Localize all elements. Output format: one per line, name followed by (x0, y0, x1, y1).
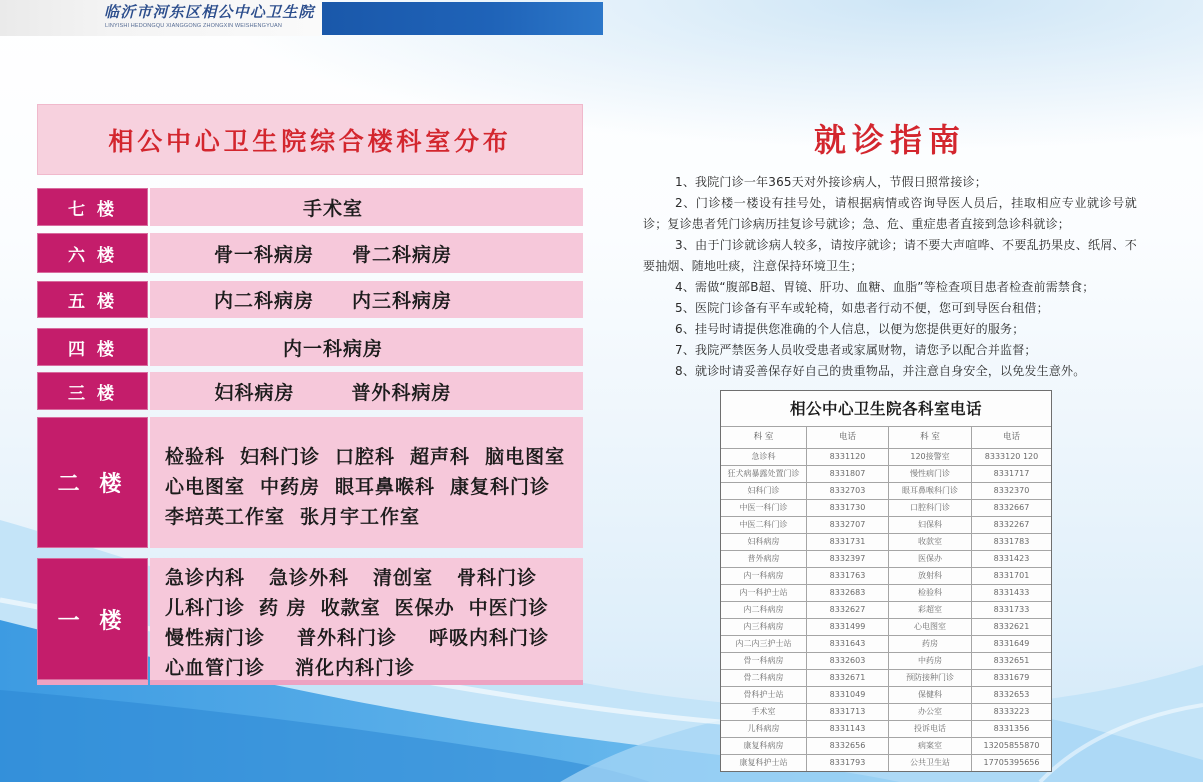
phone-row (721, 499, 1051, 516)
department-cell: 骨一科病房 (743, 656, 784, 665)
phone-number-cell: 8332651 (971, 653, 1051, 669)
phone-number-cell: 8331649 (971, 636, 1051, 652)
department-name: 骨科门诊 (457, 567, 538, 589)
phone-number-cell: 8331120 (806, 449, 888, 465)
department-name: 急诊内科 (165, 567, 246, 589)
phone-number-cell: 8332683 (806, 585, 888, 601)
floor-row (37, 281, 583, 318)
department-cell: 办公室 (888, 704, 971, 720)
phone-row (721, 482, 1051, 499)
department-cell: 狂犬病暴露处置门诊 (727, 469, 800, 478)
floor-departments-line (165, 593, 583, 623)
department-name: 医保办 (394, 597, 455, 619)
floor-departments (150, 328, 583, 366)
phone-number-cell: 8332627 (806, 602, 888, 618)
department-name: 脑电图室 (485, 446, 566, 468)
phone-number-cell: 8331807 (806, 466, 888, 482)
phone-table-header (721, 426, 1051, 448)
phone-number-cell: 8331763 (806, 568, 888, 584)
department-name: 内一科病房 (282, 337, 383, 360)
department-cell: 儿科病房 (747, 724, 780, 733)
phone-directory (720, 390, 1052, 772)
phone-number-cell: 8331731 (806, 534, 888, 550)
phone-number-cell: 8331783 (971, 534, 1051, 550)
department-name: 消化内科门诊 (295, 657, 416, 679)
phone-number-cell: 8331499 (806, 619, 888, 635)
floor-departments-line (214, 286, 452, 313)
phone-number-cell: 8333223 (971, 704, 1051, 720)
phone-row (721, 448, 1051, 465)
department-cell: 慢性病门诊 (888, 466, 971, 482)
department-cell: 口腔科门诊 (888, 500, 971, 516)
floor-departments (150, 281, 583, 318)
phone-number-cell: 8331679 (971, 670, 1051, 686)
hospital-name-pinyin: LINYISHI HEDONGQU XIANGGONG ZHONGXIN WEISHENGYUAN (105, 23, 282, 29)
department-cell: 彩超室 (888, 602, 971, 618)
phone-number-cell: 8332397 (806, 551, 888, 567)
column-header: 科 室 (888, 427, 971, 448)
department-name: 中医门诊 (468, 597, 549, 619)
floor-departments (150, 417, 583, 548)
header-blue-bar (322, 2, 603, 35)
department-name: 李培英工作室 (165, 506, 286, 528)
phone-number-cell: 8331643 (806, 636, 888, 652)
phone-number-cell: 8331733 (971, 602, 1051, 618)
department-name: 内三科病房 (352, 290, 453, 312)
phone-number-cell: 8331730 (806, 500, 888, 516)
floor-row (37, 372, 583, 410)
floor-directory (37, 104, 583, 685)
department-name: 张月宇工作室 (300, 506, 421, 528)
floor-departments-line (214, 378, 451, 405)
visit-guide-title: 就诊指南 (813, 121, 966, 159)
floor-departments-line (165, 472, 583, 502)
department-cell: 眼耳鼻喉科门诊 (888, 483, 971, 499)
phone-row (721, 584, 1051, 601)
department-cell: 内三科病房 (743, 622, 784, 631)
phone-number-cell: 8333120 120 (971, 449, 1051, 465)
department-cell: 保健科 (888, 687, 971, 703)
column-header: 科 室 (753, 432, 774, 442)
department-name: 药 房 (259, 597, 307, 619)
hospital-name: 临沂市河东区相公中心卫生院 (104, 3, 315, 21)
column-header: 电话 (806, 427, 888, 448)
phone-directory-title: 相公中心卫生院各科室电话 (789, 399, 982, 418)
department-name: 口腔科 (335, 446, 396, 468)
phone-row (721, 703, 1051, 720)
department-name: 心电图室 (165, 476, 246, 498)
phone-number-cell: 8332267 (971, 517, 1051, 533)
department-name: 普外科门诊 (297, 627, 398, 649)
phone-number-cell: 13205855870 (971, 738, 1051, 754)
phone-number-cell: 8331713 (806, 704, 888, 720)
phone-number-cell: 8332707 (806, 517, 888, 533)
floor-row (37, 188, 583, 226)
floor-departments-line (214, 240, 452, 267)
department-name: 清创室 (373, 567, 434, 589)
phone-row (721, 550, 1051, 567)
department-cell: 妇科门诊 (747, 486, 780, 495)
department-name: 康复科门诊 (450, 476, 551, 498)
phone-number-cell: 8332671 (806, 670, 888, 686)
floor-departments-line (165, 623, 583, 653)
department-name: 心血管门诊 (165, 657, 266, 679)
phone-row (721, 669, 1051, 686)
phone-number-cell: 8331793 (806, 755, 888, 771)
phone-row (721, 516, 1051, 533)
phone-row (721, 737, 1051, 754)
department-cell: 病案室 (888, 738, 971, 754)
department-cell: 康复科病房 (743, 741, 784, 750)
department-cell: 心电图室 (888, 619, 971, 635)
guide-item: 7、我院严禁医务人员收受患者或家属财物，请您予以配合并监督； (675, 343, 1037, 357)
department-cell: 内二内三护士站 (735, 639, 792, 648)
floor-label: 三 楼 (37, 372, 148, 410)
department-name: 普外科病房 (351, 381, 452, 404)
floor-label: 五 楼 (37, 281, 148, 318)
department-name: 检验科 (165, 446, 226, 468)
phone-number-cell: 8332653 (971, 687, 1051, 703)
floor-departments (150, 558, 583, 685)
guide-item: 2、门诊楼一楼设有挂号处，请根据病情或咨询导医人员后，挂取相应专业就诊号就诊；复诊患者凭门诊病历挂复诊号就诊；急、危、重症患者直接到急诊科就诊； (643, 196, 1137, 231)
phone-number-cell: 8331143 (806, 721, 888, 737)
phone-number-cell: 8331701 (971, 568, 1051, 584)
floor-departments-line (283, 334, 383, 361)
floor-departments-line (165, 563, 583, 593)
department-name: 眼耳鼻喉科 (335, 476, 436, 498)
phone-number-cell: 8332603 (806, 653, 888, 669)
phone-row (721, 635, 1051, 652)
floor-label: 六 楼 (37, 233, 148, 273)
floor-departments-line (165, 442, 583, 472)
floor-label: 四 楼 (37, 328, 148, 366)
department-cell: 公共卫生站 (888, 755, 971, 771)
guide-item: 3、由于门诊就诊病人较多，请按序就诊；请不要大声喧哗、不要乱扔果皮、纸屑、不要抽烟、随地吐痰，注意保持环境卫生； (643, 238, 1137, 273)
phone-number-cell: 8332656 (806, 738, 888, 754)
department-name: 骨二科病房 (352, 243, 453, 266)
department-cell: 急诊科 (751, 452, 776, 461)
guide-item: 8、就诊时请妥善保存好自己的贵重物品，并注意自身安全，以免发生意外。 (675, 364, 1086, 378)
phone-number-cell: 8331717 (971, 466, 1051, 482)
guide-item: 1、我院门诊一年365天对外接诊病人，节假日照常接诊； (675, 175, 987, 189)
department-name: 超声科 (410, 446, 471, 468)
department-cell: 医保办 (888, 551, 971, 567)
visit-guide (643, 118, 1137, 388)
department-name: 呼吸内科门诊 (429, 627, 550, 649)
floor-label: 一 楼 (37, 558, 148, 685)
department-cell: 普外病房 (747, 554, 780, 563)
phone-number-cell: 8331049 (806, 687, 888, 703)
phone-number-cell: 8332621 (971, 619, 1051, 635)
phone-row (721, 754, 1051, 771)
department-cell: 药房 (888, 636, 971, 652)
floor-label: 七 楼 (37, 188, 148, 226)
phone-row (721, 567, 1051, 584)
department-cell: 妇保科 (888, 517, 971, 533)
floor-departments-line (303, 194, 363, 221)
department-name: 手术室 (302, 197, 363, 220)
department-cell: 中医二科门诊 (739, 520, 788, 529)
guide-item: 4、需做“腹部B超、胃镜、肝功、血糖、血脂”等检查项目患者检查前需禁食； (675, 280, 1095, 294)
column-header: 电话 (971, 427, 1051, 448)
phone-number-cell: 8332703 (806, 483, 888, 499)
department-cell: 内二科病房 (743, 605, 784, 614)
department-cell: 投诉电话 (888, 721, 971, 737)
phone-row (721, 601, 1051, 618)
floor-departments-line (165, 653, 583, 683)
department-name: 急诊外科 (269, 567, 350, 589)
logo-strip (0, 0, 322, 36)
phone-row (721, 652, 1051, 669)
department-cell: 妇科病房 (747, 537, 780, 546)
phone-number-cell: 8331423 (971, 551, 1051, 567)
department-cell: 中药房 (888, 653, 971, 669)
header (0, 0, 603, 36)
floor-row (37, 558, 583, 685)
department-name: 慢性病门诊 (165, 627, 266, 649)
department-cell: 骨二科病房 (743, 673, 784, 682)
floor-departments (150, 372, 583, 410)
department-cell: 预防接种门诊 (888, 670, 971, 686)
phone-number-cell: 8331356 (971, 721, 1051, 737)
department-name: 骨一科病房 (213, 243, 314, 266)
floor-list (37, 104, 583, 685)
department-cell: 120接警室 (888, 449, 971, 465)
department-cell: 放射科 (888, 568, 971, 584)
department-cell: 内一科病房 (743, 571, 784, 580)
department-name: 儿科门诊 (165, 597, 246, 619)
visit-guide-items (643, 172, 1137, 382)
department-cell: 手术室 (751, 707, 776, 716)
floor-row (37, 417, 583, 548)
department-name: 内二科病房 (213, 290, 314, 312)
phone-row (721, 720, 1051, 737)
floor-row (37, 328, 583, 366)
phone-number-cell: 8332370 (971, 483, 1051, 499)
guide-item: 6、挂号时请提供您准确的个人信息，以便为您提供更好的服务； (675, 322, 1025, 336)
floor-label: 二 楼 (37, 417, 148, 548)
phone-number-cell: 8331433 (971, 585, 1051, 601)
phone-row (721, 533, 1051, 550)
floor-departments-line (165, 502, 583, 532)
department-cell: 康复科护士站 (739, 758, 788, 767)
guide-item: 5、医院门诊备有平车或轮椅，如患者行动不便，您可到导医台租借； (675, 301, 1049, 315)
phone-directory-table (721, 426, 1051, 771)
phone-row (721, 686, 1051, 703)
floor-departments (150, 233, 583, 273)
floor-row (37, 233, 583, 273)
department-cell: 内一科护士站 (739, 588, 788, 597)
department-cell: 中医一科门诊 (739, 503, 788, 512)
floor-directory-title: 相公中心卫生院综合楼科室分布 (108, 126, 512, 156)
department-cell: 收款室 (888, 534, 971, 550)
department-name: 妇科门诊 (240, 446, 321, 468)
department-name: 收款室 (320, 597, 381, 619)
department-name: 中药房 (260, 476, 321, 498)
phone-number-cell: 8332667 (971, 500, 1051, 516)
department-cell: 检验科 (888, 585, 971, 601)
phone-row (721, 465, 1051, 482)
department-name: 妇科病房 (214, 381, 295, 404)
phone-number-cell: 17705395656 (971, 755, 1051, 771)
phone-row (721, 618, 1051, 635)
floor-departments (150, 188, 583, 226)
department-cell: 骨科护士站 (743, 690, 784, 699)
